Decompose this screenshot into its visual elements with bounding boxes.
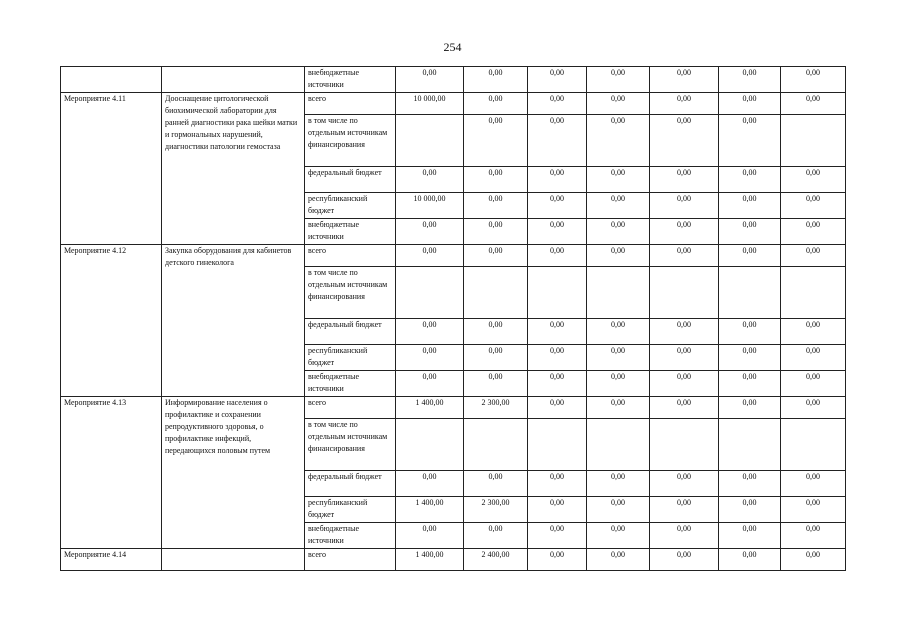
value-cell: 0,00 (464, 345, 528, 371)
value-cell: 0,00 (650, 167, 719, 193)
value-cell: 0,00 (650, 219, 719, 245)
value-cell: 0,00 (396, 371, 464, 397)
value-cell: 0,00 (719, 219, 781, 245)
value-cell: 0,00 (528, 397, 587, 419)
value-cell: 0,00 (650, 471, 719, 497)
value-cell (781, 115, 846, 167)
value-cell (781, 267, 846, 319)
value-cell: 0,00 (781, 471, 846, 497)
value-cell: 0,00 (650, 93, 719, 115)
value-cell: 0,00 (650, 115, 719, 167)
value-cell (781, 419, 846, 471)
value-cell: 0,00 (781, 167, 846, 193)
source-cell: в том числе по отдельным источникам финансирования (305, 267, 396, 319)
value-cell: 0,00 (528, 245, 587, 267)
value-cell (464, 267, 528, 319)
value-cell: 0,00 (396, 219, 464, 245)
event-cell: Мероприятие 4.12 (61, 245, 162, 397)
source-cell: внебюджетные источники (305, 67, 396, 93)
value-cell: 0,00 (650, 345, 719, 371)
value-cell: 0,00 (719, 397, 781, 419)
value-cell: 0,00 (464, 93, 528, 115)
page-number: 254 (443, 40, 462, 54)
value-cell (587, 267, 650, 319)
value-cell: 0,00 (528, 371, 587, 397)
value-cell: 0,00 (650, 497, 719, 523)
value-cell: 0,00 (464, 245, 528, 267)
value-cell: 2 400,00 (464, 549, 528, 571)
value-cell: 0,00 (587, 523, 650, 549)
value-cell: 0,00 (396, 167, 464, 193)
value-cell: 0,00 (396, 67, 464, 93)
value-cell (650, 419, 719, 471)
value-cell: 0,00 (650, 549, 719, 571)
value-cell: 0,00 (719, 167, 781, 193)
value-cell: 0,00 (464, 115, 528, 167)
source-cell: всего (305, 397, 396, 419)
value-cell: 0,00 (650, 523, 719, 549)
value-cell: 0,00 (587, 193, 650, 219)
event-cell: Мероприятие 4.11 (61, 93, 162, 245)
value-cell: 0,00 (719, 93, 781, 115)
value-cell: 0,00 (781, 245, 846, 267)
event-cell: Мероприятие 4.14 (61, 549, 162, 571)
value-cell: 0,00 (587, 67, 650, 93)
table-row (61, 67, 846, 93)
value-cell: 0,00 (528, 115, 587, 167)
value-cell: 0,00 (781, 371, 846, 397)
value-cell: 10 000,00 (396, 93, 464, 115)
source-cell: в том числе по отдельным источникам финансирования (305, 419, 396, 471)
value-cell: 0,00 (719, 193, 781, 219)
value-cell: 0,00 (528, 219, 587, 245)
table-row (61, 397, 846, 419)
value-cell: 0,00 (587, 371, 650, 397)
value-cell: 0,00 (528, 93, 587, 115)
value-cell (396, 115, 464, 167)
description-cell: Дооснащение цитологической биохимической лаборатории для ранней диагностики рака шейки матки и гормональных нарушений, диагностики патологии гемостаза (162, 93, 305, 245)
value-cell: 0,00 (650, 397, 719, 419)
value-cell: 0,00 (396, 471, 464, 497)
description-cell: Информирование населения о профилактике и сохранении репродуктивного здоровья, о профилактике инфекций, передающихся половым путем (162, 397, 305, 549)
value-cell: 0,00 (528, 167, 587, 193)
value-cell: 0,00 (528, 471, 587, 497)
source-cell: республиканский бюджет (305, 497, 396, 523)
value-cell: 0,00 (396, 245, 464, 267)
event-cell: Мероприятие 4.13 (61, 397, 162, 549)
value-cell: 0,00 (587, 397, 650, 419)
value-cell: 0,00 (587, 471, 650, 497)
value-cell: 0,00 (781, 93, 846, 115)
value-cell: 0,00 (781, 497, 846, 523)
source-cell: республиканский бюджет (305, 345, 396, 371)
value-cell: 0,00 (719, 371, 781, 397)
value-cell (587, 419, 650, 471)
value-cell: 1 400,00 (396, 497, 464, 523)
description-cell: Закупка оборудования для кабинетов детского гинеколога (162, 245, 305, 397)
table-row (61, 549, 846, 571)
value-cell (396, 419, 464, 471)
value-cell: 0,00 (464, 219, 528, 245)
value-cell: 0,00 (719, 245, 781, 267)
value-cell: 0,00 (587, 345, 650, 371)
value-cell: 0,00 (464, 67, 528, 93)
value-cell: 0,00 (396, 345, 464, 371)
value-cell: 0,00 (528, 345, 587, 371)
source-cell: федеральный бюджет (305, 319, 396, 345)
value-cell: 0,00 (719, 345, 781, 371)
value-cell (719, 267, 781, 319)
source-cell: внебюджетные источники (305, 523, 396, 549)
value-cell: 0,00 (719, 115, 781, 167)
value-cell: 0,00 (587, 115, 650, 167)
value-cell: 0,00 (650, 193, 719, 219)
value-cell: 0,00 (781, 523, 846, 549)
value-cell: 0,00 (650, 67, 719, 93)
value-cell: 0,00 (781, 219, 846, 245)
value-cell: 0,00 (587, 219, 650, 245)
value-cell: 0,00 (781, 549, 846, 571)
value-cell: 0,00 (464, 371, 528, 397)
source-cell: федеральный бюджет (305, 471, 396, 497)
description-cell (162, 67, 305, 93)
value-cell: 0,00 (464, 523, 528, 549)
value-cell: 0,00 (587, 319, 650, 345)
value-cell (396, 267, 464, 319)
source-cell: федеральный бюджет (305, 167, 396, 193)
value-cell: 10 000,00 (396, 193, 464, 219)
value-cell: 0,00 (587, 245, 650, 267)
value-cell (528, 267, 587, 319)
value-cell: 2 300,00 (464, 397, 528, 419)
value-cell (650, 267, 719, 319)
value-cell: 0,00 (464, 471, 528, 497)
source-cell: внебюджетные источники (305, 219, 396, 245)
description-cell (162, 549, 305, 571)
source-cell: республиканский бюджет (305, 193, 396, 219)
source-cell: всего (305, 549, 396, 571)
value-cell: 0,00 (528, 497, 587, 523)
value-cell: 0,00 (719, 497, 781, 523)
value-cell: 2 300,00 (464, 497, 528, 523)
value-cell: 0,00 (781, 193, 846, 219)
value-cell: 0,00 (528, 549, 587, 571)
value-cell: 0,00 (528, 67, 587, 93)
value-cell: 0,00 (781, 67, 846, 93)
value-cell: 0,00 (528, 523, 587, 549)
source-cell: всего (305, 93, 396, 115)
value-cell: 0,00 (719, 549, 781, 571)
table-row (61, 245, 846, 267)
value-cell (528, 419, 587, 471)
value-cell: 1 400,00 (396, 397, 464, 419)
source-cell: в том числе по отдельным источникам финансирования (305, 115, 396, 167)
table-row (61, 93, 846, 115)
value-cell: 0,00 (650, 245, 719, 267)
value-cell: 0,00 (587, 167, 650, 193)
value-cell: 0,00 (719, 523, 781, 549)
value-cell: 0,00 (396, 523, 464, 549)
value-cell: 0,00 (587, 93, 650, 115)
value-cell: 0,00 (587, 497, 650, 523)
value-cell: 0,00 (719, 67, 781, 93)
value-cell: 0,00 (396, 319, 464, 345)
source-cell: всего (305, 245, 396, 267)
value-cell: 0,00 (719, 471, 781, 497)
budget-table (60, 66, 846, 571)
value-cell: 0,00 (464, 167, 528, 193)
source-cell: внебюджетные источники (305, 371, 396, 397)
value-cell: 0,00 (464, 193, 528, 219)
value-cell (719, 419, 781, 471)
value-cell: 0,00 (781, 345, 846, 371)
value-cell: 0,00 (464, 319, 528, 345)
event-cell (61, 67, 162, 93)
value-cell: 0,00 (650, 319, 719, 345)
value-cell: 0,00 (528, 319, 587, 345)
value-cell: 0,00 (719, 319, 781, 345)
value-cell (464, 419, 528, 471)
value-cell: 0,00 (528, 193, 587, 219)
value-cell: 0,00 (781, 397, 846, 419)
value-cell: 1 400,00 (396, 549, 464, 571)
value-cell: 0,00 (781, 319, 846, 345)
value-cell: 0,00 (587, 549, 650, 571)
value-cell: 0,00 (650, 371, 719, 397)
